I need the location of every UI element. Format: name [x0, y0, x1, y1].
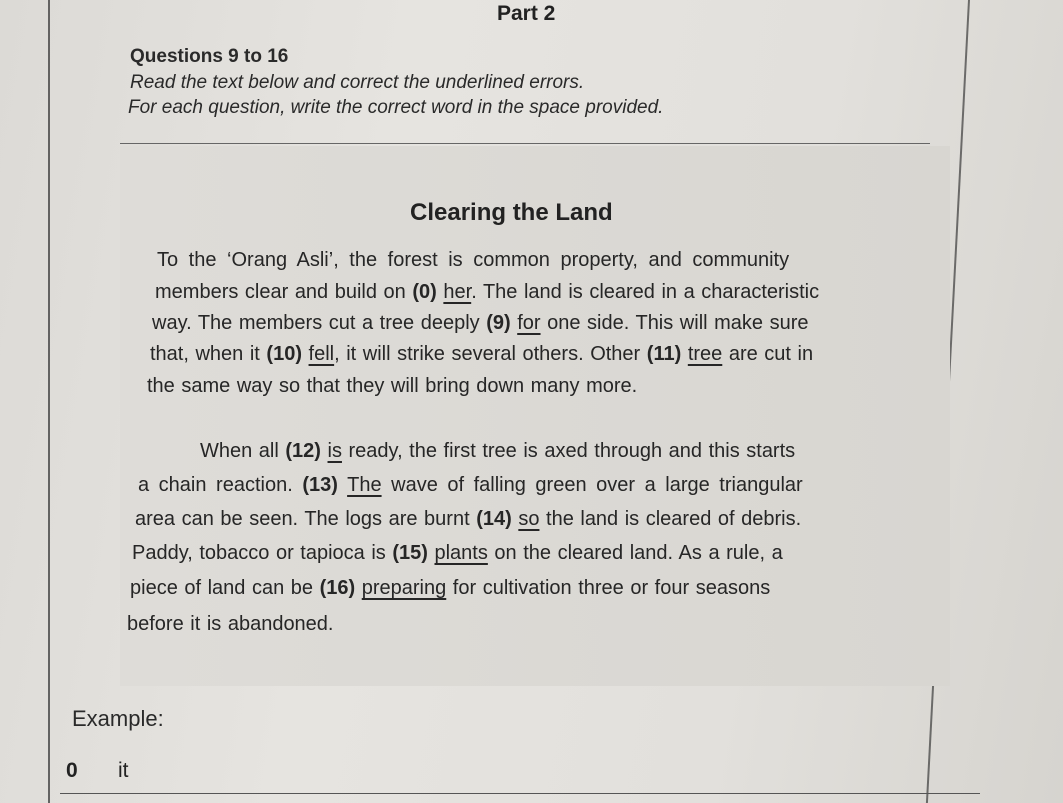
line-text: members clear and build on: [155, 281, 413, 303]
question-number: (14): [476, 508, 512, 530]
passage-line: [138, 474, 803, 497]
question-number: (12): [285, 440, 321, 462]
line-text: way. The members cut a tree deeply: [152, 312, 487, 334]
questions-range: Questions 9 to 16: [130, 46, 289, 67]
line-text: that, when it: [150, 343, 267, 365]
passage-line: [150, 343, 813, 366]
line-text: the same way so that they will bring down many more.: [147, 375, 638, 397]
part-heading: Part 2: [497, 2, 556, 25]
instruction-line-1: Read the text below and correct the underlined errors.: [130, 72, 585, 93]
passage-line: [127, 613, 334, 636]
underlined-error: for: [517, 312, 541, 334]
example-number: 0: [66, 759, 78, 782]
page-border-left: [48, 0, 50, 803]
line-text: for cultivation three or four seasons: [446, 577, 771, 599]
line-text: one side. This will make sure: [540, 312, 809, 334]
line-text: ready, the first tree is axed through and this starts: [341, 440, 796, 462]
line-text: , it will strike several others. Other: [334, 343, 647, 365]
line-text: the land is cleared of debris.: [539, 508, 802, 530]
passage-line: [147, 375, 637, 398]
question-number: (13): [302, 474, 338, 496]
divider-line: [120, 143, 930, 144]
passage-line: [130, 577, 770, 600]
answer-line: [60, 793, 980, 794]
underlined-error: preparing: [361, 577, 447, 599]
underlined-error: fell: [308, 343, 335, 365]
line-text: a chain reaction.: [138, 474, 303, 496]
underlined-error: is: [327, 440, 342, 462]
underlined-error: her: [443, 281, 472, 303]
line-text: on the cleared land. As a rule, a: [487, 542, 783, 564]
line-text: Paddy, tobacco or tapioca is: [132, 542, 393, 564]
underlined-error: so: [518, 508, 540, 530]
instruction-line-2: For each question, write the correct word in the space provided.: [128, 97, 664, 118]
underlined-error: The: [347, 474, 382, 496]
passage-line: [157, 249, 789, 272]
line-text: before it is abandoned.: [127, 613, 334, 635]
line-text: To the ‘Orang Asli’, the forest is common property, and community: [157, 249, 790, 271]
line-text: area can be seen. The logs are burnt: [135, 508, 477, 530]
line-text: piece of land can be: [130, 577, 320, 599]
line-text: are cut in: [722, 343, 814, 365]
passage-line: [135, 508, 801, 531]
passage-line: [132, 542, 783, 565]
example-answer: it: [118, 759, 129, 782]
passage-line: [200, 440, 795, 463]
underlined-error: tree: [687, 343, 723, 365]
line-text: wave of falling green over a large triangular: [381, 474, 803, 496]
question-number: (0): [412, 281, 437, 303]
passage-panel: [120, 146, 950, 686]
question-number: (9): [486, 312, 511, 334]
question-number: (15): [392, 542, 428, 564]
passage-title: Clearing the Land: [410, 199, 613, 226]
question-number: (10): [266, 343, 302, 365]
underlined-error: plants: [434, 542, 488, 564]
question-number: (16): [319, 577, 356, 599]
question-number: (11): [646, 343, 682, 365]
passage-line: [152, 312, 809, 335]
passage-line: [155, 281, 819, 304]
line-text: . The land is cleared in a characteristic: [471, 281, 820, 303]
line-text: When all: [200, 440, 286, 462]
example-label: Example:: [72, 706, 164, 731]
